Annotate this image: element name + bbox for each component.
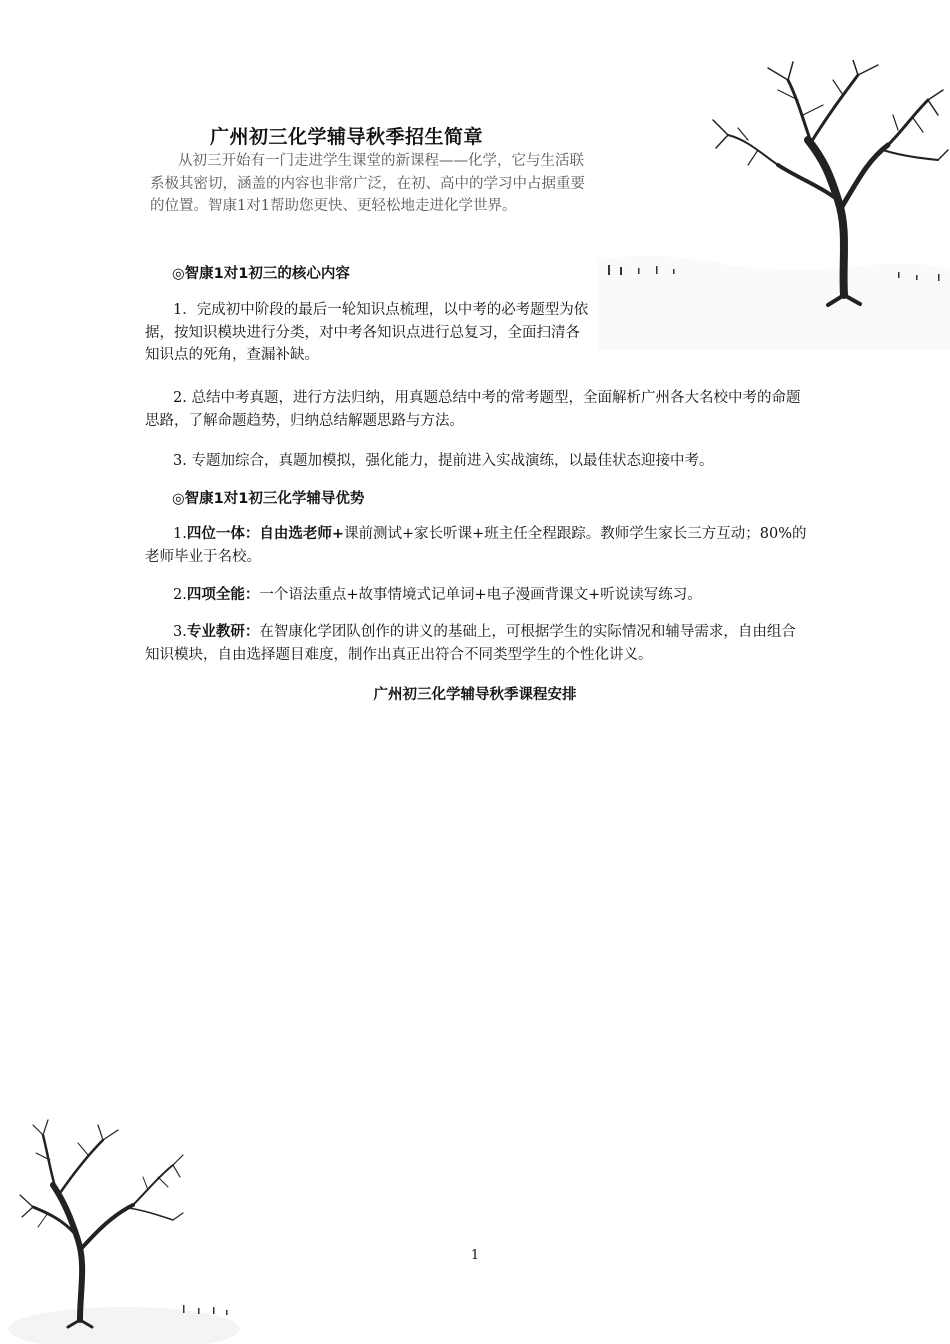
tree-illustration-bottom (8, 1115, 240, 1344)
advantage-item-1 (145, 523, 817, 568)
core-content-item-1: 1．完成初中阶段的最后一轮知识点梳理，以中考的必考题型为依据，按知识模块进行分类，对中考各知识点进行总复习，全面扫清各知识点的死角，查漏补缺。 (145, 302, 589, 363)
advantage-label: 四位一体：自由选老师+ (186, 526, 344, 542)
schedule-title: 广州初三化学辅导秋季课程安排 (373, 687, 577, 703)
advantage-label: 专业教研： (186, 624, 260, 640)
core-content-item-2: 2. 总结中考真题，进行方法归纳，用真题总结中考的常考题型，全面解析广州各大名校中考的命题思路，了解命题趋势，归纳总结解题思路与方法。 (145, 390, 801, 429)
advantage-item-2 (145, 584, 817, 607)
core-content-item-3: 3. 专题加综合，真题加模拟，强化能力，提前进入实战演练，以最佳状态迎接中考。 (173, 453, 714, 469)
advantage-number: 2. (173, 587, 187, 603)
advantage-number: 1. (173, 526, 187, 542)
intro-paragraph: 从初三开始有一门走进学生课堂的新课程——化学，它与生活联系极其密切，涵盖的内容也非常广泛，在初、高中的学习中占据重要的位置。智康1对1帮助您更快、更轻松地走进化学世界。 (150, 153, 585, 214)
advantage-text: 课前测试+家长听课+班主任全程跟踪。教师学生家长三方互动；80%的老师毕业于名校。 (145, 526, 807, 565)
section-heading-advantages: ◎智康1对1初三化学辅导优势 (172, 491, 365, 507)
advantage-text: 一个语法重点+故事情境式记单词+电子漫画背课文+听说读写练习。 (259, 587, 702, 603)
section-heading-core-content: ◎智康1对1初三的核心内容 (172, 266, 350, 282)
advantage-number: 3. (173, 624, 187, 640)
advantage-label: 四项全能： (186, 587, 260, 603)
tree-illustration-top (598, 60, 950, 350)
page-number: 1 (470, 1248, 480, 1263)
advantage-text: 在智康化学团队创作的讲义的基础上，可根据学生的实际情况和辅导需求，自由组合知识模块，自由选择题目难度，制作出真正出符合不同类型学生的个性化讲义。 (145, 624, 796, 663)
document-title: 广州初三化学辅导秋季招生简章 (210, 126, 484, 148)
advantage-item-3 (145, 621, 810, 666)
